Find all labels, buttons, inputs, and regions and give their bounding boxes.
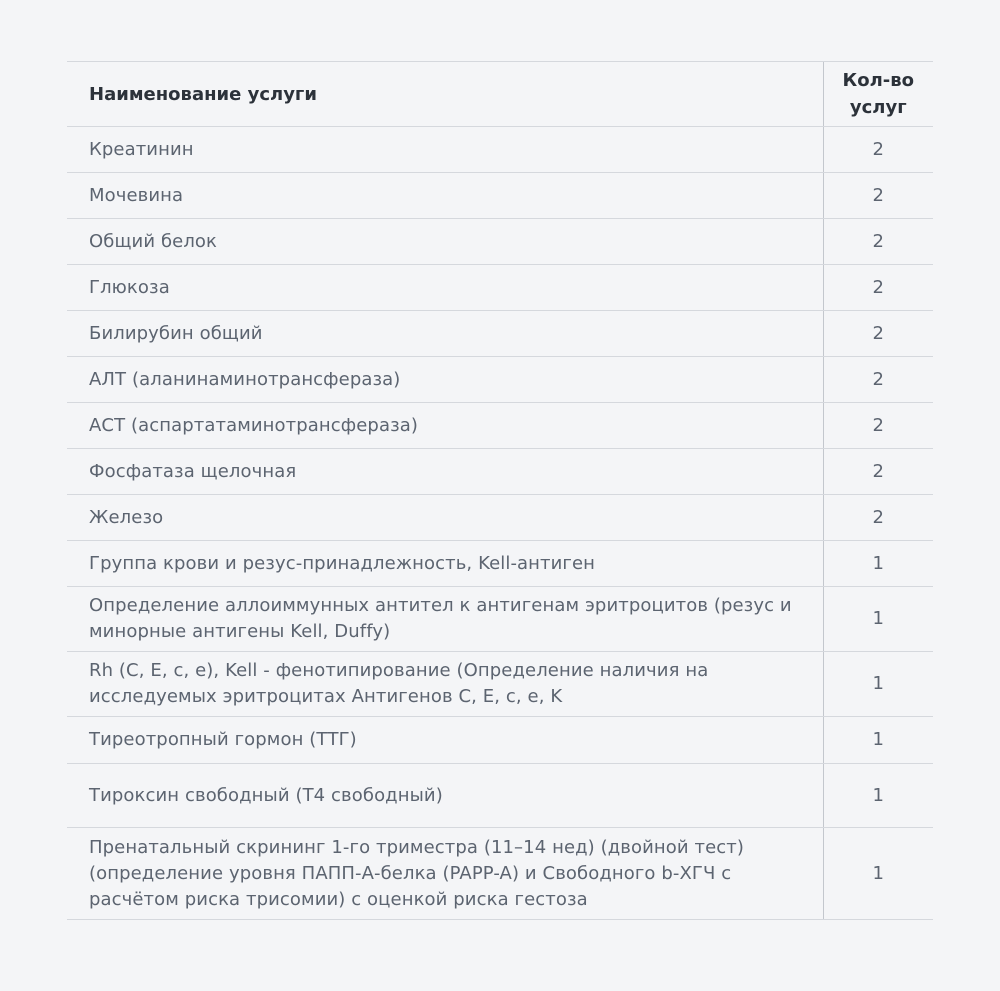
services-table	[67, 61, 933, 920]
header-row	[67, 62, 933, 127]
table-row	[67, 311, 933, 357]
service-count-cell: 2	[823, 311, 933, 357]
table-row	[67, 357, 933, 403]
service-count-cell: 1	[823, 541, 933, 587]
service-count-cell: 2	[823, 219, 933, 265]
service-count-cell: 1	[823, 828, 933, 920]
table-row	[67, 403, 933, 449]
service-name-cell: Определение аллоиммунных антител к антигенам эритроцитов (резус и минорные антигены Kell, Duffy)	[67, 587, 823, 652]
service-count-cell: 1	[823, 587, 933, 652]
service-name-cell: Пренатальный скрининг 1-го триместра (11–14 нед) (двойной тест) (определение уровня ПАПП-А-белка (PAPP-A) и Свободного b-ХГЧ с расчётом риска трисомии) с оценкой риска гестоза	[67, 828, 823, 920]
service-name-cell: Группа крови и резус-принадлежность, Kell-антиген	[67, 541, 823, 587]
table-header	[67, 62, 933, 127]
header-service-count: Кол-во услуг	[823, 62, 933, 127]
service-name-cell: Тиреотропный гормон (ТТГ)	[67, 717, 823, 764]
service-name-cell: Rh (C, E, c, e), Kell - фенотипирование (Определение наличия на исследуемых эритроцитах Антигенов C, E, c, e, K	[67, 652, 823, 717]
table-row	[67, 495, 933, 541]
table-row	[67, 717, 933, 764]
service-count-cell: 2	[823, 265, 933, 311]
service-count-cell: 2	[823, 357, 933, 403]
service-count-cell: 2	[823, 403, 933, 449]
service-name-cell: Тироксин свободный (Т4 свободный)	[67, 764, 823, 828]
table-row	[67, 587, 933, 652]
service-name-cell: Железо	[67, 495, 823, 541]
service-count-cell: 2	[823, 173, 933, 219]
table-row	[67, 828, 933, 920]
table-row	[67, 449, 933, 495]
service-name-cell: Мочевина	[67, 173, 823, 219]
service-count-cell: 2	[823, 449, 933, 495]
table-row	[67, 265, 933, 311]
service-name-cell: Глюкоза	[67, 265, 823, 311]
service-name-cell: АЛТ (аланинаминотрансфераза)	[67, 357, 823, 403]
table-row	[67, 652, 933, 717]
service-name-cell: Общий белок	[67, 219, 823, 265]
service-name-cell: Креатинин	[67, 127, 823, 173]
service-count-cell: 2	[823, 127, 933, 173]
service-count-cell: 2	[823, 495, 933, 541]
table-row	[67, 127, 933, 173]
table-body	[67, 127, 933, 920]
service-name-cell: Билирубин общий	[67, 311, 823, 357]
table-row	[67, 219, 933, 265]
table-row	[67, 764, 933, 828]
service-count-cell: 1	[823, 717, 933, 764]
table-row	[67, 541, 933, 587]
header-service-name: Наименование услуги	[67, 62, 823, 127]
service-name-cell: АСТ (аспартатаминотрансфераза)	[67, 403, 823, 449]
service-count-cell: 1	[823, 764, 933, 828]
service-name-cell: Фосфатаза щелочная	[67, 449, 823, 495]
service-count-cell: 1	[823, 652, 933, 717]
table-row	[67, 173, 933, 219]
